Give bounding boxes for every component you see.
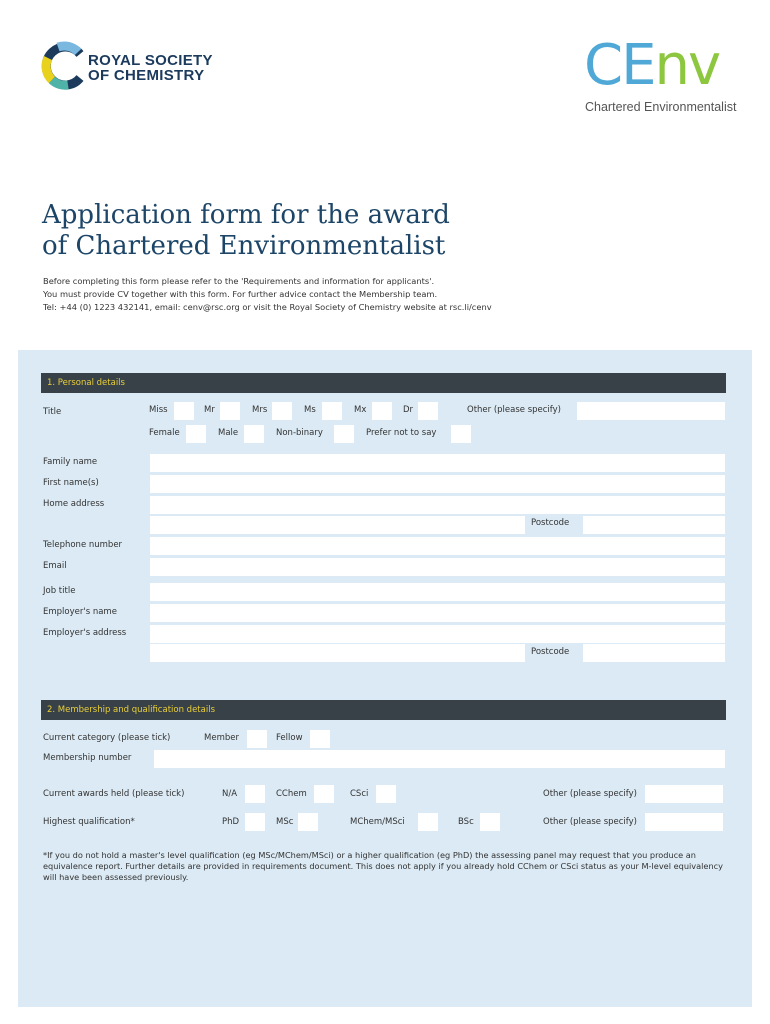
qual-phd-label: PhD bbox=[222, 817, 240, 827]
title-mr-label: Mr bbox=[204, 405, 215, 415]
title-mx-label: Mx bbox=[354, 405, 367, 415]
qual-mchem-label: MChem/MSci bbox=[350, 817, 405, 827]
page-title-line1: Application form for the award bbox=[42, 200, 450, 230]
home-address-input-line2[interactable] bbox=[150, 516, 525, 534]
title-ms-checkbox[interactable] bbox=[322, 402, 342, 420]
category-fellow-label: Fellow bbox=[276, 733, 303, 743]
rsc-logo bbox=[38, 40, 238, 94]
first-names-label: First name(s) bbox=[43, 478, 99, 488]
category-member-checkbox[interactable] bbox=[247, 730, 267, 748]
home-address-label: Home address bbox=[43, 499, 105, 509]
employer-address-input-line2[interactable] bbox=[150, 644, 525, 662]
rsc-name-line1: ROYAL SOCIETY bbox=[88, 52, 213, 69]
title-other-input[interactable] bbox=[577, 402, 725, 420]
category-fellow-checkbox[interactable] bbox=[310, 730, 330, 748]
qualification-footnote: *If you do not hold a master's level qualification (eg MSc/MChem/MSci) or a higher qualification (eg PhD) the assessing panel may request that you produce an equivalence report. Further details are provided in requirements document. This does not apply if you already hold CChem or CSci status as your M-level equivalency will have been assessed previously. bbox=[43, 850, 723, 882]
qual-other-label: Other (please specify) bbox=[543, 817, 637, 827]
gender-male-checkbox[interactable] bbox=[244, 425, 264, 443]
award-other-input[interactable] bbox=[645, 785, 723, 803]
employer-postcode-input[interactable] bbox=[583, 644, 725, 662]
gender-nonbinary-checkbox[interactable] bbox=[334, 425, 354, 443]
current-category-label: Current category (please tick) bbox=[43, 733, 171, 743]
membership-number-label: Membership number bbox=[43, 753, 132, 763]
title-other-label: Other (please specify) bbox=[467, 405, 561, 415]
telephone-input[interactable] bbox=[150, 537, 725, 555]
qual-other-input[interactable] bbox=[645, 813, 723, 831]
page-title-line2: of Chartered Environmentalist bbox=[42, 231, 446, 261]
qual-msc-checkbox[interactable] bbox=[298, 813, 318, 831]
employer-name-label: Employer's name bbox=[43, 607, 117, 617]
section-personal-heading: 1. Personal details bbox=[41, 373, 726, 393]
job-title-label: Job title bbox=[43, 586, 76, 596]
intro-line-1: Before completing this form please refer to the 'Requirements and information for applicants'. bbox=[43, 276, 435, 286]
award-cchem-label: CChem bbox=[276, 789, 307, 799]
title-dr-checkbox[interactable] bbox=[418, 402, 438, 420]
title-mrs-label: Mrs bbox=[252, 405, 268, 415]
employer-postcode-label: Postcode bbox=[531, 647, 570, 657]
gender-nonbinary-label: Non-binary bbox=[276, 428, 323, 438]
rsc-logo-icon bbox=[38, 40, 90, 92]
cenv-subtitle: Chartered Environmentalist bbox=[585, 100, 737, 114]
title-mx-checkbox[interactable] bbox=[372, 402, 392, 420]
rsc-name-line2: OF CHEMISTRY bbox=[88, 67, 205, 84]
award-na-checkbox[interactable] bbox=[245, 785, 265, 803]
title-mrs-checkbox[interactable] bbox=[272, 402, 292, 420]
home-postcode-label: Postcode bbox=[531, 518, 570, 528]
title-miss-label: Miss bbox=[149, 405, 168, 415]
cenv-logo bbox=[584, 33, 754, 118]
title-mr-checkbox[interactable] bbox=[220, 402, 240, 420]
family-name-input[interactable] bbox=[150, 454, 725, 472]
awards-label: Current awards held (please tick) bbox=[43, 789, 185, 799]
award-csci-label: CSci bbox=[350, 789, 369, 799]
title-ms-label: Ms bbox=[304, 405, 316, 415]
qual-bsc-label: BSc bbox=[458, 817, 474, 827]
first-names-input[interactable] bbox=[150, 475, 725, 493]
intro-line-3: Tel: +44 (0) 1223 432141, email: cenv@rsc.org or visit the Royal Society of Chemistry website at rsc.li/cenv bbox=[43, 302, 492, 312]
gender-prefer-not-checkbox[interactable] bbox=[451, 425, 471, 443]
gender-female-label: Female bbox=[149, 428, 180, 438]
section-membership-heading: 2. Membership and qualification details bbox=[41, 700, 726, 720]
qual-msc-label: MSc bbox=[276, 817, 294, 827]
cenv-mark: CEnv bbox=[584, 33, 720, 98]
award-other-label: Other (please specify) bbox=[543, 789, 637, 799]
title-miss-checkbox[interactable] bbox=[174, 402, 194, 420]
title-label: Title bbox=[43, 407, 62, 417]
employer-address-label: Employer's address bbox=[43, 628, 127, 638]
gender-prefer-not-label: Prefer not to say bbox=[366, 428, 437, 438]
gender-male-label: Male bbox=[218, 428, 239, 438]
qual-bsc-checkbox[interactable] bbox=[480, 813, 500, 831]
award-cchem-checkbox[interactable] bbox=[314, 785, 334, 803]
award-csci-checkbox[interactable] bbox=[376, 785, 396, 803]
category-member-label: Member bbox=[204, 733, 239, 743]
employer-name-input[interactable] bbox=[150, 604, 725, 622]
employer-address-input-line1[interactable] bbox=[150, 625, 725, 643]
qual-phd-checkbox[interactable] bbox=[245, 813, 265, 831]
qualification-label: Highest qualification* bbox=[43, 817, 135, 827]
qual-mchem-checkbox[interactable] bbox=[418, 813, 438, 831]
intro-line-2: You must provide CV together with this form. For further advice contact the Membership team. bbox=[43, 289, 438, 299]
award-na-label: N/A bbox=[222, 789, 238, 799]
telephone-label: Telephone number bbox=[43, 540, 123, 550]
gender-female-checkbox[interactable] bbox=[186, 425, 206, 443]
email-input[interactable] bbox=[150, 558, 725, 576]
form-panel bbox=[18, 350, 752, 1007]
job-title-input[interactable] bbox=[150, 583, 725, 601]
membership-number-input[interactable] bbox=[154, 750, 725, 768]
title-dr-label: Dr bbox=[403, 405, 414, 415]
home-postcode-input[interactable] bbox=[583, 516, 725, 534]
family-name-label: Family name bbox=[43, 457, 98, 467]
home-address-input-line1[interactable] bbox=[150, 496, 725, 514]
email-label: Email bbox=[43, 561, 67, 571]
